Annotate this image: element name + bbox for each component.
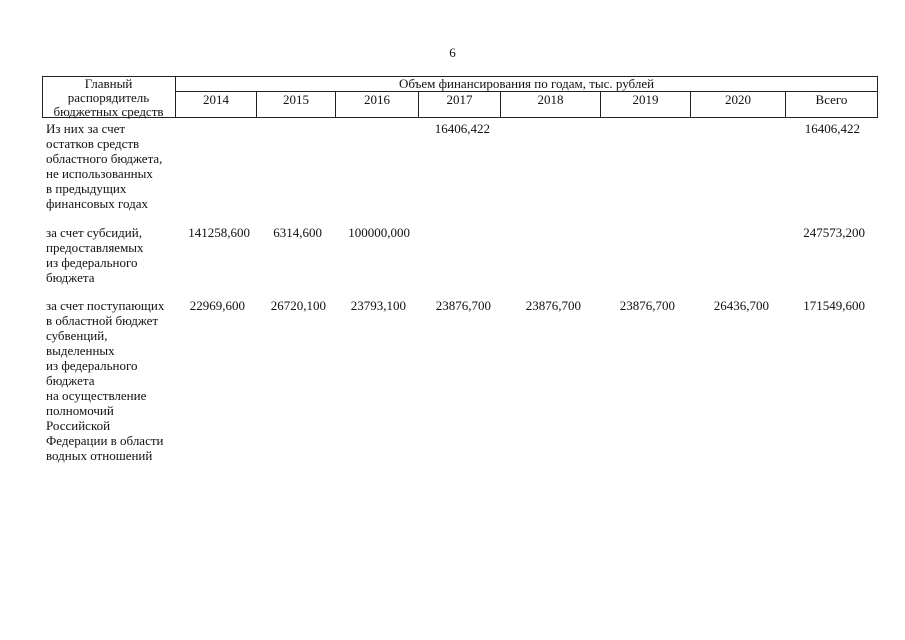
row-label xyxy=(46,121,181,211)
row-label-line: в областной бюджет xyxy=(46,313,159,328)
row-label-line: бюджета xyxy=(46,373,95,388)
header-group-title: Объем финансирования по годам, тыс. рублей xyxy=(398,76,655,91)
cell-value: 23876,700 xyxy=(619,298,675,313)
cell-value: 26436,700 xyxy=(713,298,769,313)
row-label-line: Из них за счет xyxy=(46,121,126,136)
page-number: 6 xyxy=(449,45,456,60)
row-label-line: полномочий xyxy=(46,403,114,418)
row-label-line: финансовых годах xyxy=(46,196,148,211)
header-first-col-line: бюджетных средств xyxy=(53,104,164,119)
cell-value: 6314,600 xyxy=(273,225,322,240)
row-label-line: Российской xyxy=(46,418,111,433)
row-label-line: за счет субсидий, xyxy=(46,225,142,240)
cell-value: 23793,100 xyxy=(350,298,406,313)
row-label-line: на осуществление xyxy=(46,388,147,403)
row-label xyxy=(46,225,181,285)
cell-value-total: 171549,600 xyxy=(803,298,865,313)
header-first-col xyxy=(42,77,175,119)
row-label-line: субвенций, xyxy=(46,328,108,343)
row-label-line: Федерации в области xyxy=(46,433,164,448)
row-label-line: водных отношений xyxy=(46,448,153,463)
row-label-line: остатков средств xyxy=(46,136,140,151)
cell-value-total: 16406,422 xyxy=(804,121,860,136)
header-year: 2018 xyxy=(537,92,564,107)
cell-value: 141258,600 xyxy=(188,225,250,240)
cell-value: 26720,100 xyxy=(270,298,326,313)
cell-value-total: 247573,200 xyxy=(803,225,865,240)
row-label-line: в предыдущих xyxy=(46,181,127,196)
row-label-line: выделенных xyxy=(46,343,115,358)
row-label xyxy=(46,298,181,463)
header-year: 2016 xyxy=(364,92,390,107)
cell-value: 22969,600 xyxy=(189,298,245,313)
header-first-col-line: распорядитель xyxy=(67,90,150,105)
row-label-line: бюджета xyxy=(46,270,95,285)
header-total: Всего xyxy=(815,92,848,107)
row-label-line: областного бюджета, xyxy=(46,151,163,166)
cell-value: 100000,000 xyxy=(348,225,410,240)
header-first-col-line: Главный xyxy=(84,76,133,91)
cell-value: 23876,700 xyxy=(435,298,491,313)
header-year: 2014 xyxy=(203,92,229,107)
header-year: 2019 xyxy=(632,92,659,107)
cell-value: 23876,700 xyxy=(525,298,581,313)
row-label-line: не использованных xyxy=(46,166,153,181)
header-year: 2017 xyxy=(446,92,473,107)
row-label-line: из федерального xyxy=(46,358,138,373)
row-label-line: из федерального xyxy=(46,255,138,270)
cell-value: 16406,422 xyxy=(434,121,490,136)
header-year: 2015 xyxy=(283,92,309,107)
row-label-line: за счет поступающих xyxy=(46,298,165,313)
row-label-line: предоставляемых xyxy=(46,240,144,255)
header-year: 2020 xyxy=(725,92,751,107)
